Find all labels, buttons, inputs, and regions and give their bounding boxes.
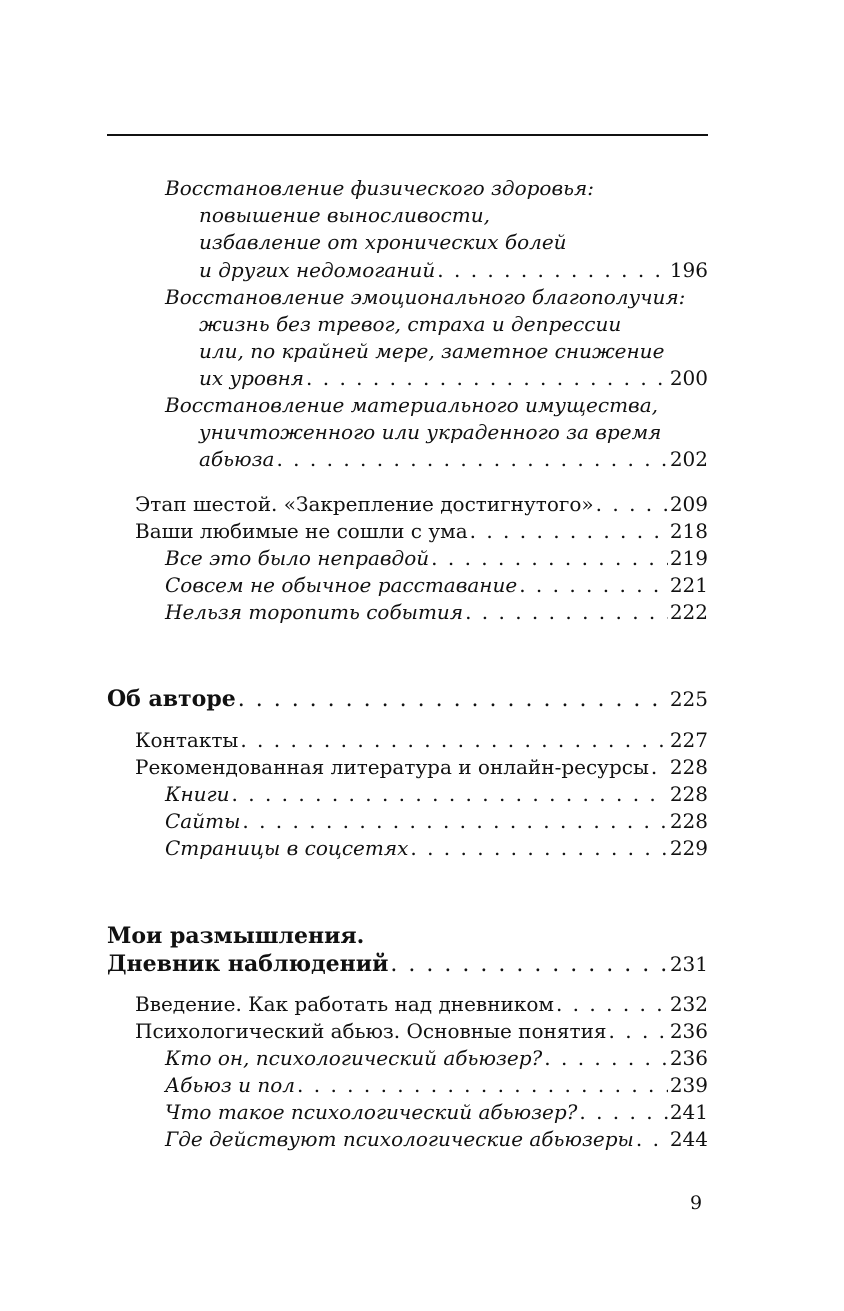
dot-leader (242, 807, 667, 835)
toc-entry-title: абьюза (199, 447, 275, 471)
toc-entry-title: избавление от хронических болей (199, 230, 567, 254)
dot-leader (470, 517, 668, 545)
toc-entry-title: Нельзя торопить события (165, 600, 464, 624)
toc-entry-title: Дневник наблюдений (107, 951, 389, 977)
toc-entry (107, 445, 708, 473)
toc-entry (107, 364, 708, 392)
toc-entry-page: 221 (669, 573, 708, 597)
toc-entry-title: Об авторе (107, 686, 236, 712)
toc-entry (107, 490, 708, 518)
toc-entry-page: 196 (669, 258, 708, 282)
toc-entry-title: Контакты (135, 728, 239, 752)
toc-entry-page: 225 (669, 687, 708, 711)
dot-leader (544, 1044, 668, 1072)
toc-entry-title: Все это было неправдой (165, 546, 430, 570)
toc-entry (107, 201, 708, 229)
toc-entry-title: Восстановление эмоционального благополучия: (165, 285, 686, 309)
toc-entry-page: 209 (669, 492, 708, 516)
toc-entry-title: Мои размышления. (107, 923, 365, 949)
toc-entry (107, 174, 708, 202)
toc-entry-title: Восстановление материального имущества, (165, 393, 658, 417)
toc-entry-page: 228 (669, 809, 708, 833)
toc-entry-title: Сайты (165, 809, 241, 833)
toc-entry-page: 231 (669, 952, 708, 976)
toc-entry-page: 228 (669, 755, 708, 779)
toc-entry-title: Ваши любимые не сошли с ума (135, 519, 468, 543)
toc-entry (107, 807, 708, 835)
toc-entry (107, 1017, 708, 1045)
dot-leader (651, 753, 668, 781)
toc-entry (107, 1044, 708, 1072)
toc-entry (107, 922, 708, 950)
toc-entry-page: 232 (669, 992, 708, 1016)
toc-entry-title: Совсем не обычное расставание (165, 573, 518, 597)
dot-leader (240, 726, 667, 754)
toc-entry (107, 726, 708, 754)
dot-leader (636, 1125, 668, 1153)
toc-entry-page: 239 (669, 1073, 708, 1097)
toc-entry-title: Восстановление физического здоровья: (165, 176, 594, 200)
toc-entry-title: Страницы в соцсетях (165, 836, 409, 860)
toc-entry-title: уничтоженного или украденного за время (199, 420, 662, 444)
toc-entry (107, 544, 708, 572)
toc-entry (107, 337, 708, 365)
dot-leader (437, 256, 668, 284)
toc-entry-page: 200 (669, 366, 708, 390)
toc-entry (107, 310, 708, 338)
toc-entry-title: и других недомоганий (199, 258, 436, 282)
toc-entry-title: повышение выносливости, (199, 203, 490, 227)
dot-leader (596, 490, 668, 518)
dot-leader (465, 598, 668, 626)
dot-leader (431, 544, 668, 572)
toc-entry (107, 753, 708, 781)
dot-leader (276, 445, 667, 473)
toc-entry-title: Введение. Как работать над дневником (135, 992, 554, 1016)
toc-entry-title: их уровня (199, 366, 305, 390)
toc-entry-page: 222 (669, 600, 708, 624)
toc-entry-page: 202 (669, 447, 708, 471)
dot-leader (238, 686, 668, 714)
top-rule (107, 134, 708, 136)
toc-entry-page: 244 (669, 1127, 708, 1151)
toc-entry-title: жизнь без тревог, страха и депрессии (199, 312, 622, 336)
toc-entry-page: 229 (669, 836, 708, 860)
page-number: 9 (690, 1192, 703, 1214)
toc-entry (107, 950, 708, 978)
toc-entry (107, 1071, 708, 1099)
toc-entry (107, 990, 708, 1018)
dot-leader (556, 990, 668, 1018)
toc-entry-title: Психологический абьюз. Основные понятия (135, 1019, 607, 1043)
dot-leader (519, 571, 668, 599)
toc-entry (107, 571, 708, 599)
toc-entry (107, 1098, 708, 1126)
dot-leader (297, 1071, 668, 1099)
toc-entry-page: 236 (669, 1019, 708, 1043)
toc-entry-page: 218 (669, 519, 708, 543)
toc-entry-title: Что такое психологический абьюзер? (165, 1100, 578, 1124)
toc-entry (107, 685, 708, 713)
toc-entry-title: Книги (165, 782, 230, 806)
toc-entry (107, 517, 708, 545)
toc-entry (107, 256, 708, 284)
dot-leader (410, 834, 667, 862)
dot-leader (579, 1098, 667, 1126)
toc-entry (107, 598, 708, 626)
toc-entry-page: 241 (669, 1100, 708, 1124)
toc-entry-title: Где действуют психологические абьюзеры (165, 1127, 634, 1151)
toc-entry-page: 236 (669, 1046, 708, 1070)
toc-entry (107, 228, 708, 256)
toc-entry (107, 391, 708, 419)
toc-entry-title: или, по крайней мере, заметное снижение (199, 339, 665, 363)
toc-entry (107, 780, 708, 808)
dot-leader (390, 951, 667, 979)
toc-entry (107, 1125, 708, 1153)
toc-entry (107, 834, 708, 862)
toc-entry-title: Этап шестой. «Закрепление достигнутого» (135, 492, 594, 516)
toc-entry-title: Кто он, психологический абьюзер? (165, 1046, 543, 1070)
dot-leader (306, 364, 668, 392)
toc-entry-page: 228 (669, 782, 708, 806)
toc-entry-title: Рекомендованная литература и онлайн-ресурсы (135, 755, 649, 779)
toc-entry (107, 418, 708, 446)
dot-leader (609, 1017, 668, 1045)
toc-entry-page: 227 (669, 728, 708, 752)
toc-entry-title: Абьюз и пол (165, 1073, 296, 1097)
dot-leader (232, 780, 668, 808)
toc-entry (107, 283, 708, 311)
toc-entry-page: 219 (669, 546, 708, 570)
